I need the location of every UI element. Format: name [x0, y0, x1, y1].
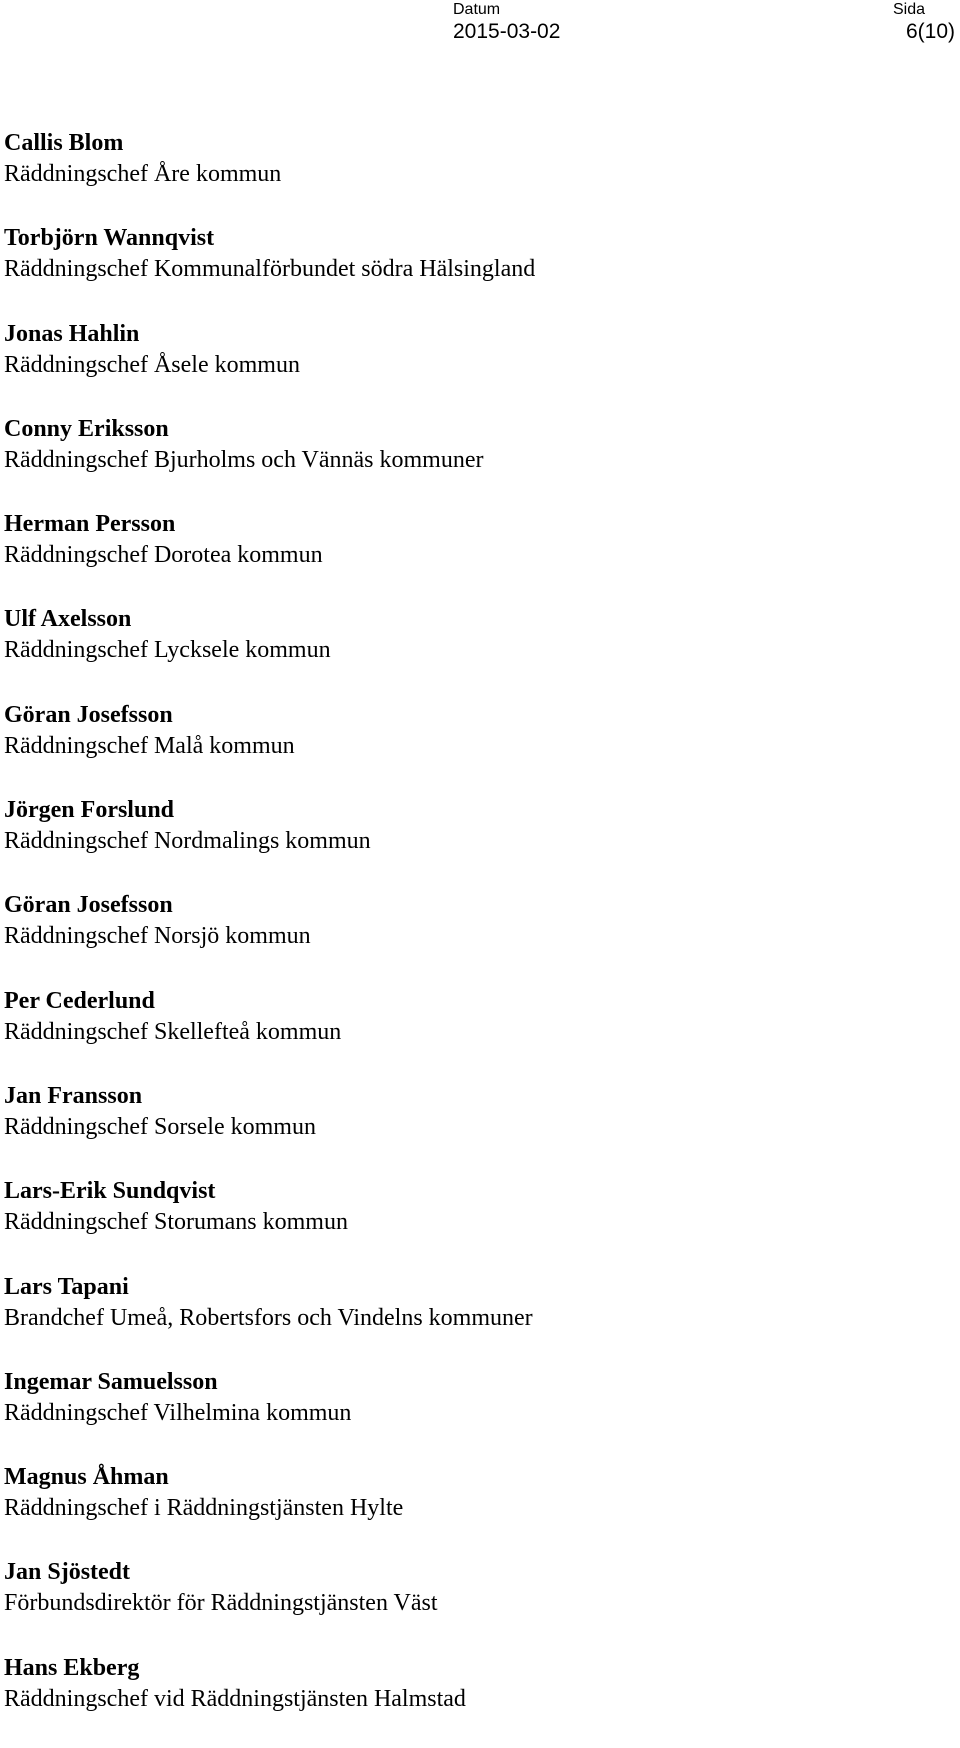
person-title: Räddningschef Norsjö kommun — [4, 923, 311, 950]
person-name: Per Cederlund — [4, 987, 155, 1014]
page-label: Sida — [892, 1, 925, 18]
person-title: Räddningschef Dorotea kommun — [4, 542, 323, 569]
person-title: Räddningschef Åsele kommun — [4, 351, 300, 378]
person-name: Göran Josefsson — [4, 701, 173, 728]
list-item — [4, 795, 954, 890]
date-value: 2015-03-02 — [453, 20, 561, 43]
person-name: Jan Sjöstedt — [4, 1559, 131, 1586]
person-title: Räddningschef Kommunalförbundet södra Hälsingland — [4, 256, 536, 283]
person-title: Räddningschef Lycksele kommun — [4, 637, 331, 664]
list-item — [4, 1653, 954, 1748]
list-item — [4, 890, 954, 985]
list-item — [4, 1367, 954, 1462]
person-title: Räddningschef Åre kommun — [4, 161, 282, 187]
list-item — [4, 319, 954, 414]
list-item — [4, 604, 954, 699]
person-title: Räddningschef Malå kommun — [4, 732, 295, 759]
list-item — [4, 1176, 954, 1271]
person-name: Hans Ekberg — [4, 1654, 140, 1681]
person-name: Ulf Axelsson — [4, 606, 132, 633]
person-title: Förbundsdirektör för Räddningstjänsten Väst — [4, 1590, 438, 1617]
person-name: Callis Blom — [4, 130, 124, 156]
list-item — [4, 1272, 954, 1367]
person-title: Räddningschef Skellefteå kommun — [4, 1018, 342, 1045]
page-header — [0, 0, 960, 60]
person-title: Räddningschef Nordmalings kommun — [4, 828, 371, 855]
list-item — [4, 700, 954, 795]
list-item — [4, 414, 954, 509]
person-name: Conny Eriksson — [4, 415, 169, 442]
person-name: Jan Fransson — [4, 1082, 143, 1109]
person-name: Ingemar Samuelsson — [4, 1368, 218, 1395]
person-name: Lars Tapani — [4, 1273, 129, 1300]
contact-list — [4, 128, 954, 1748]
person-title: Brandchef Umeå, Robertsfors och Vindelns kommuner — [4, 1304, 533, 1331]
date-label: Datum — [453, 1, 501, 18]
person-name: Jonas Hahlin — [4, 320, 140, 347]
list-item — [4, 1557, 954, 1652]
person-title: Räddningschef i Räddningstjänsten Hylte — [4, 1495, 404, 1522]
list-item — [4, 223, 954, 318]
list-item — [4, 1462, 954, 1557]
person-name: Torbjörn Wannqvist — [4, 225, 215, 252]
person-name: Magnus Åhman — [4, 1464, 169, 1491]
list-item — [4, 128, 954, 223]
list-item — [4, 509, 954, 604]
page-number: 6(10) — [905, 20, 955, 43]
list-item — [4, 1081, 954, 1176]
person-name: Herman Persson — [4, 511, 176, 538]
person-name: Lars-Erik Sundqvist — [4, 1178, 216, 1205]
person-title: Räddningschef Bjurholms och Vännäs kommuner — [4, 446, 484, 473]
person-name: Jörgen Forslund — [4, 797, 175, 824]
person-title: Räddningschef Sorsele kommun — [4, 1113, 316, 1140]
person-name: Göran Josefsson — [4, 892, 173, 919]
person-title: Räddningschef Vilhelmina kommun — [4, 1399, 352, 1426]
person-title: Räddningschef Storumans kommun — [4, 1209, 348, 1236]
list-item — [4, 986, 954, 1081]
person-title: Räddningschef vid Räddningstjänsten Halmstad — [4, 1685, 466, 1712]
